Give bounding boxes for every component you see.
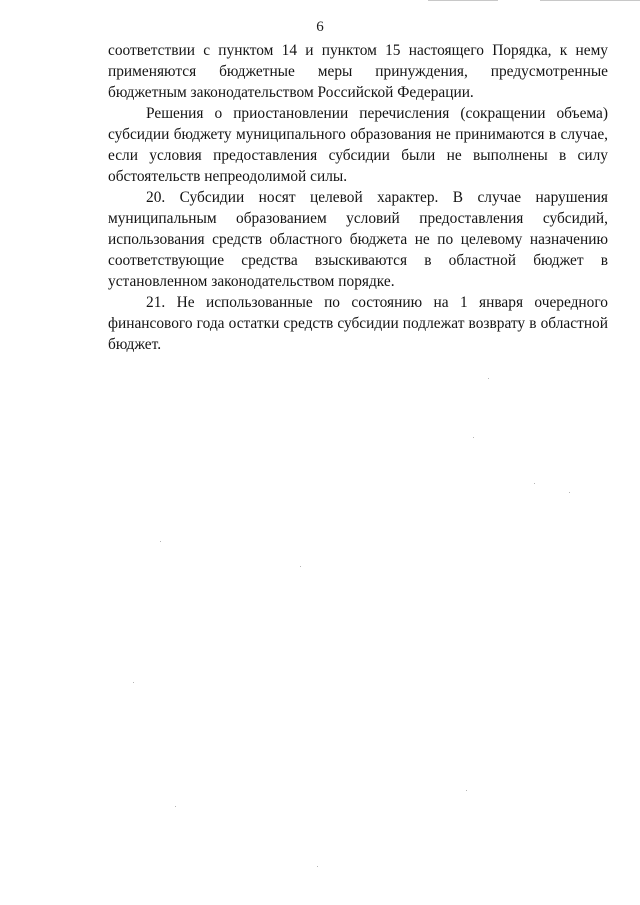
scan-artifact-speck	[317, 866, 318, 867]
scan-artifact-speck	[569, 492, 570, 493]
scan-artifact-speck	[160, 541, 161, 542]
scan-artifact-line	[540, 0, 640, 1]
scan-artifact-speck	[534, 483, 535, 484]
page-number: 6	[316, 19, 324, 35]
paragraph-item-20: 20. Субсидии носят целевой характер. В случае нарушения муниципальным образованием условий предоставления субсидий, использования средств областного бюджета не по целевому назначению соответствующие средства взыскиваются в областной бюджет в установленном законодательством порядке.	[108, 189, 608, 290]
scan-artifact-speck	[300, 566, 301, 567]
scan-artifact-speck	[175, 806, 176, 807]
paragraph-decisions: Решения о приостановлении перечисления (сокращении объема) субсидии бюджету муниципального образования не принимаются в случае, если условия предоставления субсидии были не выполнены в силу обстоятельств непреодолимой силы.	[108, 105, 608, 185]
scan-artifact-speck	[466, 790, 467, 791]
document-body	[108, 40, 608, 355]
paragraph-continuation: соответствии с пунктом 14 и пунктом 15 настоящего Порядка, к нему применяются бюджетные меры принуждения, предусмотренные бюджетным законодательством Российской Федерации.	[108, 42, 608, 101]
scan-artifact-line	[428, 0, 498, 1]
scan-artifact-speck	[488, 378, 489, 379]
paragraph-item-21: 21. Не использованные по состоянию на 1 января очередного финансового года остатки средств субсидии подлежат возврату в областной бюджет.	[108, 294, 608, 353]
scan-artifact-speck	[133, 682, 134, 683]
scan-artifact-speck	[473, 437, 474, 438]
